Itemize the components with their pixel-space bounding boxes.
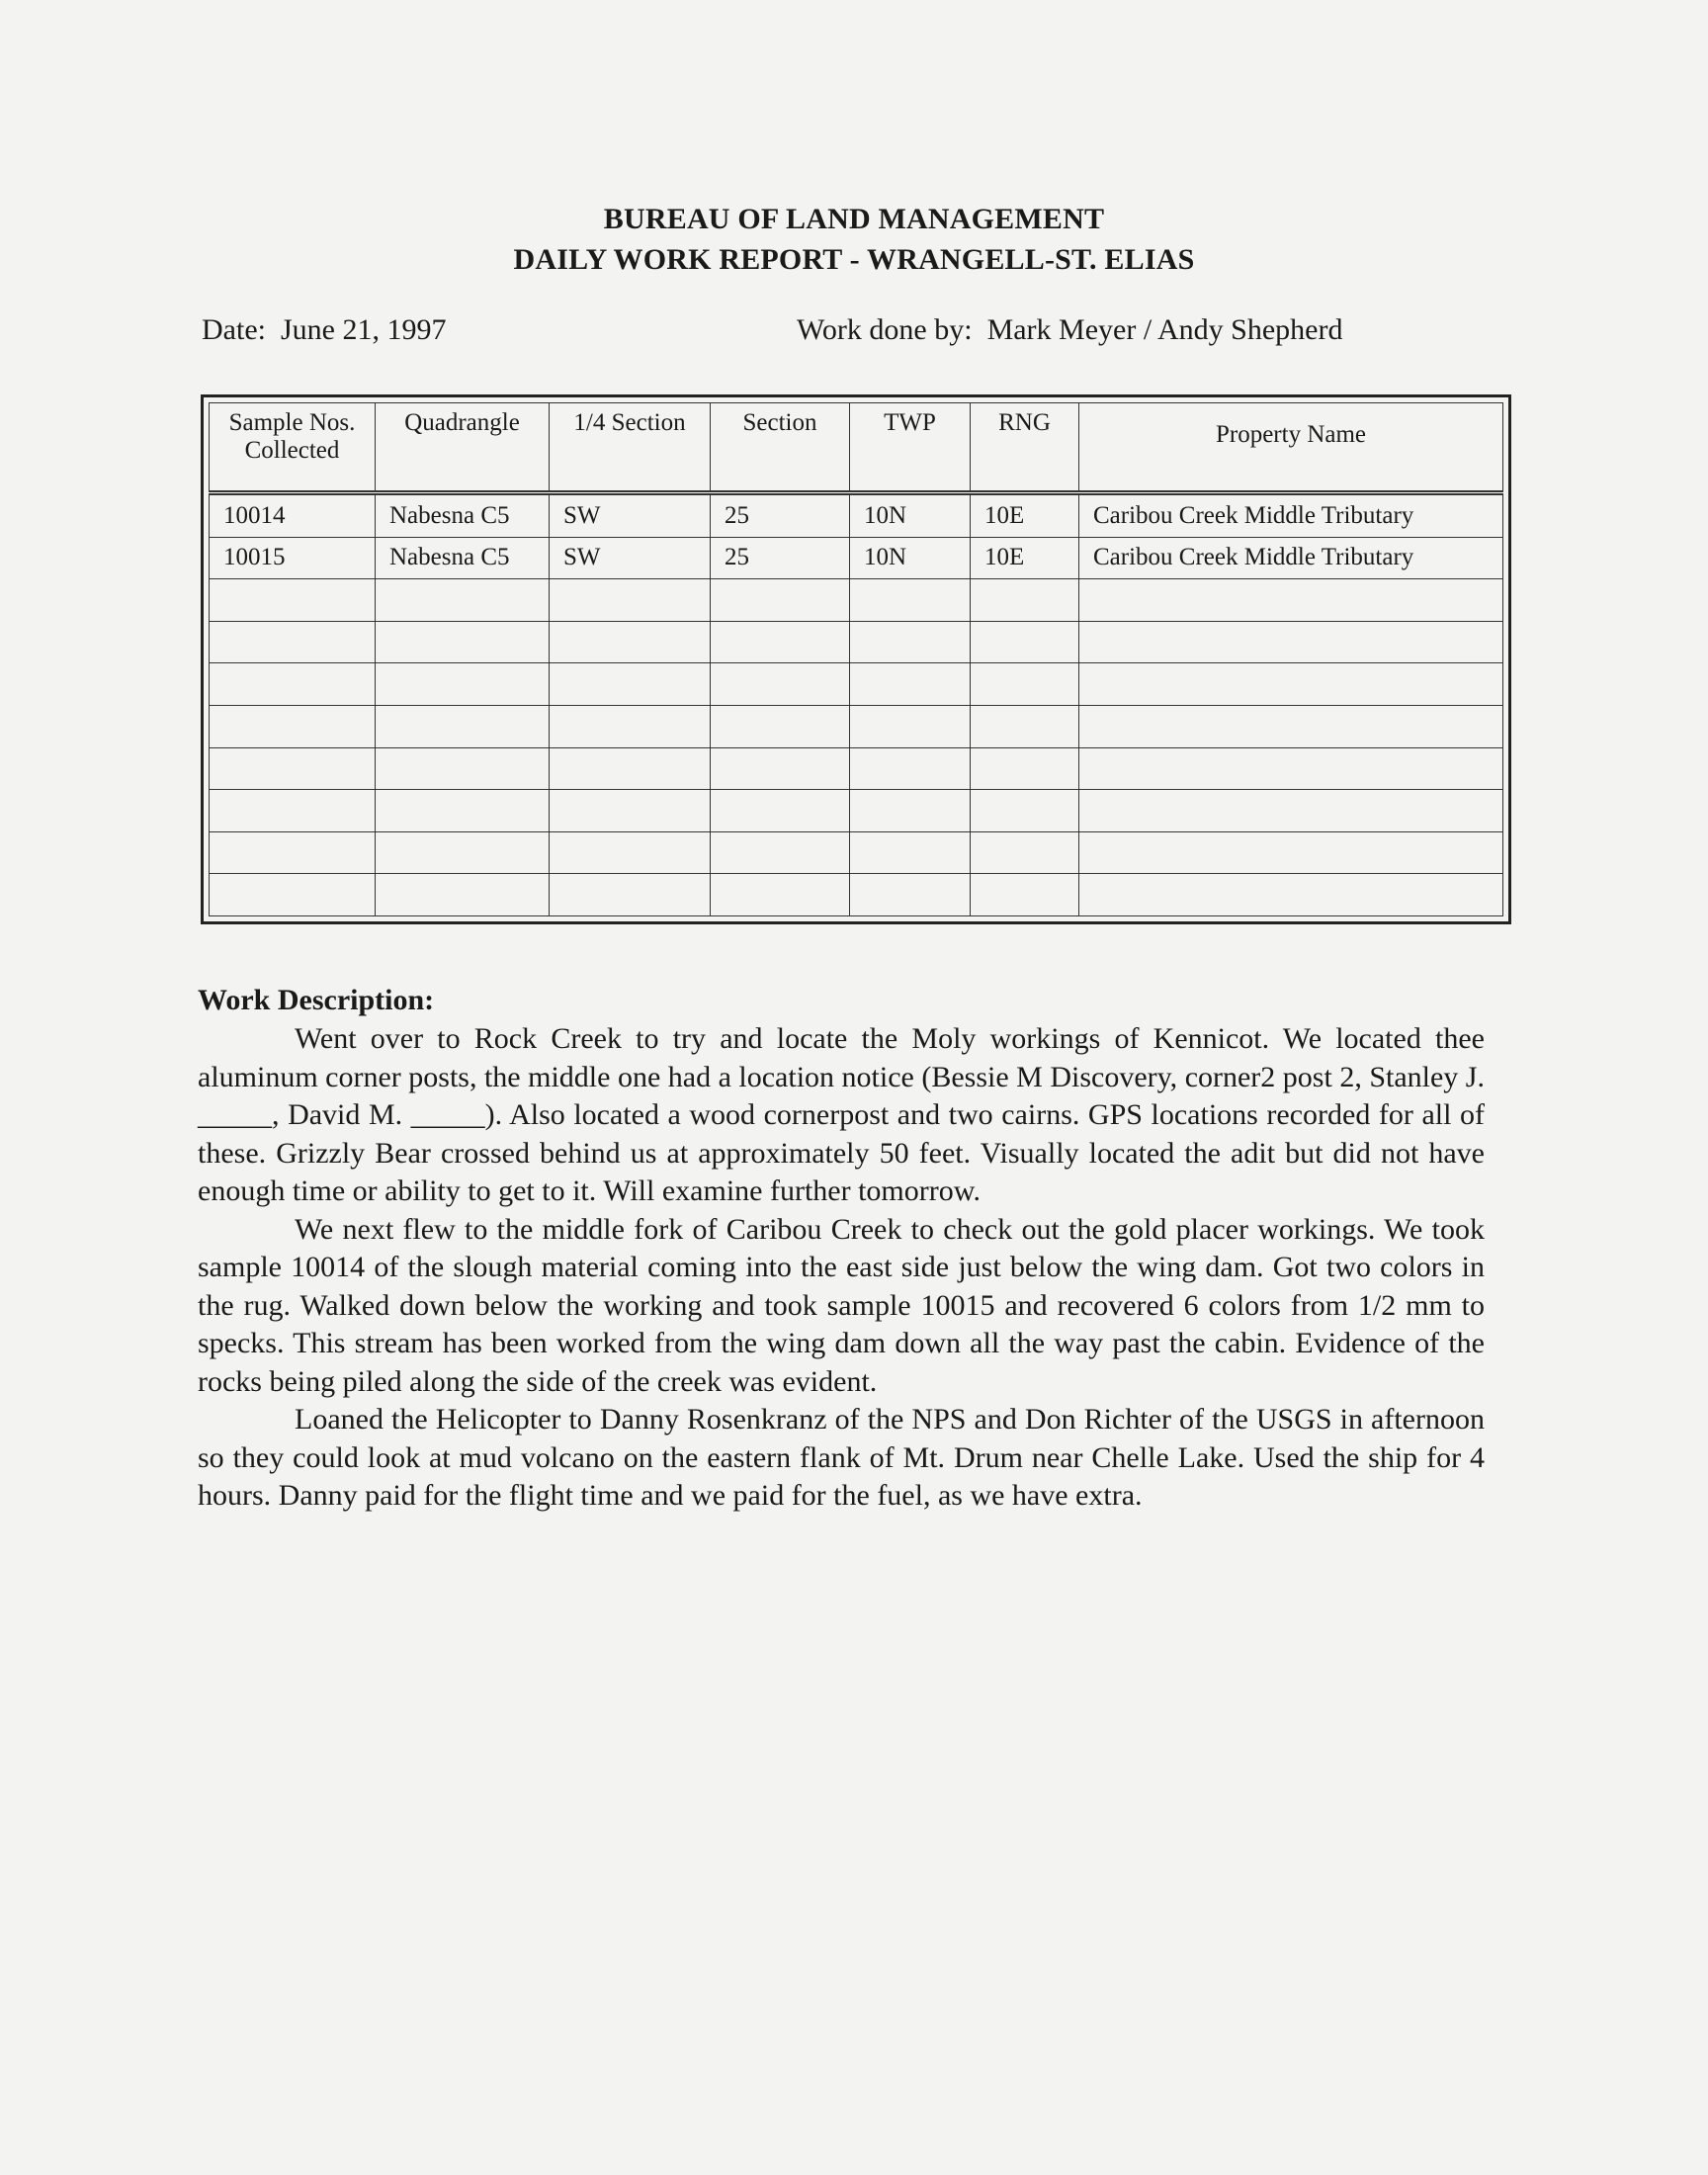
work-description-paragraph: Went over to Rock Creek to try and locate the Moly workings of Kennicot. We located thee aluminum corner posts, the middle one had a location notice (Bessie M Discovery, corner2 post 2, Stanley J. _____, David M. _____). Also located a wood cornerpost and two cairns. GPS locations recorded for all of these. Grizzly Bear crossed behind us at approximately 50 feet. Visually located the adit but did not have enough time or ability to get to it. Will examine further tomorrow. bbox=[198, 1022, 1485, 1207]
work-description-paragraph: Loaned the Helicopter to Danny Rosenkranz of the NPS and Don Richter of the USGS in afternoon so they could look at mud volcano on the eastern flank of Mt. Drum near Chelle Lake. Used the ship for 4 hours. Danny paid for the flight time and we paid for the fuel, as we have extra. bbox=[198, 1403, 1485, 1512]
table-row bbox=[210, 493, 1503, 538]
empty-table-row bbox=[210, 663, 1503, 706]
cell-quarter-section: SW bbox=[550, 537, 711, 579]
header-sample-line2: Collected bbox=[244, 437, 340, 464]
table-header-row bbox=[210, 403, 1503, 493]
header-twp: TWP bbox=[850, 403, 971, 493]
cell-quadrangle: Nabesna C5 bbox=[376, 537, 550, 579]
header-sample-line1: Sample Nos. bbox=[228, 409, 356, 436]
header-sample-nos bbox=[210, 403, 376, 493]
header-rng: RNG bbox=[971, 403, 1079, 493]
header-property-name: Property Name bbox=[1079, 403, 1503, 493]
date-value: June 21, 1997 bbox=[280, 313, 447, 346]
empty-table-row bbox=[210, 706, 1503, 748]
cell-property-name: Caribou Creek Middle Tributary bbox=[1079, 537, 1503, 579]
date-field bbox=[202, 313, 446, 347]
work-description-heading: Work Description: bbox=[198, 984, 435, 1016]
cell-rng: 10E bbox=[971, 537, 1079, 579]
empty-table-row bbox=[210, 874, 1503, 916]
cell-quadrangle: Nabesna C5 bbox=[376, 493, 550, 538]
sample-table bbox=[209, 402, 1503, 916]
empty-table-row bbox=[210, 831, 1503, 874]
empty-table-row bbox=[210, 747, 1503, 790]
empty-table-row bbox=[210, 790, 1503, 832]
work-done-by-value: Mark Meyer / Andy Shepherd bbox=[986, 313, 1343, 346]
cell-sample: 10015 bbox=[210, 537, 376, 579]
cell-twp: 10N bbox=[850, 537, 971, 579]
empty-table-row bbox=[210, 621, 1503, 663]
header-quarter-section: 1/4 Section bbox=[550, 403, 711, 493]
cell-rng: 10E bbox=[971, 493, 1079, 538]
work-done-by-label: Work done by: bbox=[797, 313, 973, 346]
cell-quarter-section: SW bbox=[550, 493, 711, 538]
table-row bbox=[210, 537, 1503, 579]
header-section: Section bbox=[711, 403, 850, 493]
agency-title: BUREAU OF LAND MANAGEMENT bbox=[603, 203, 1105, 235]
cell-section: 25 bbox=[711, 493, 850, 538]
header-quadrangle: Quadrangle bbox=[376, 403, 550, 493]
date-label: Date: bbox=[202, 313, 266, 346]
work-done-by-field bbox=[797, 313, 1343, 347]
cell-property-name: Caribou Creek Middle Tributary bbox=[1079, 493, 1503, 538]
empty-table-row bbox=[210, 579, 1503, 622]
cell-twp: 10N bbox=[850, 493, 971, 538]
cell-sample: 10014 bbox=[210, 493, 376, 538]
cell-section: 25 bbox=[711, 537, 850, 579]
sample-table-frame bbox=[201, 394, 1511, 924]
report-title: DAILY WORK REPORT - WRANGELL-ST. ELIAS bbox=[513, 243, 1195, 276]
work-description-body bbox=[198, 1020, 1485, 1516]
work-description-paragraph: We next flew to the middle fork of Caribou Creek to check out the gold placer workings. We took sample 10014 of the slough material coming into the east side just below the wing dam. Got two colors in the rug. Walked down below the working and took sample 10015 and recovered 6 colors from 1/2 mm to specks. This stream has been worked from the wing dam down all the way past the cabin. Evidence of the rocks being piled along the side of the creek was evident. bbox=[198, 1212, 1485, 1398]
